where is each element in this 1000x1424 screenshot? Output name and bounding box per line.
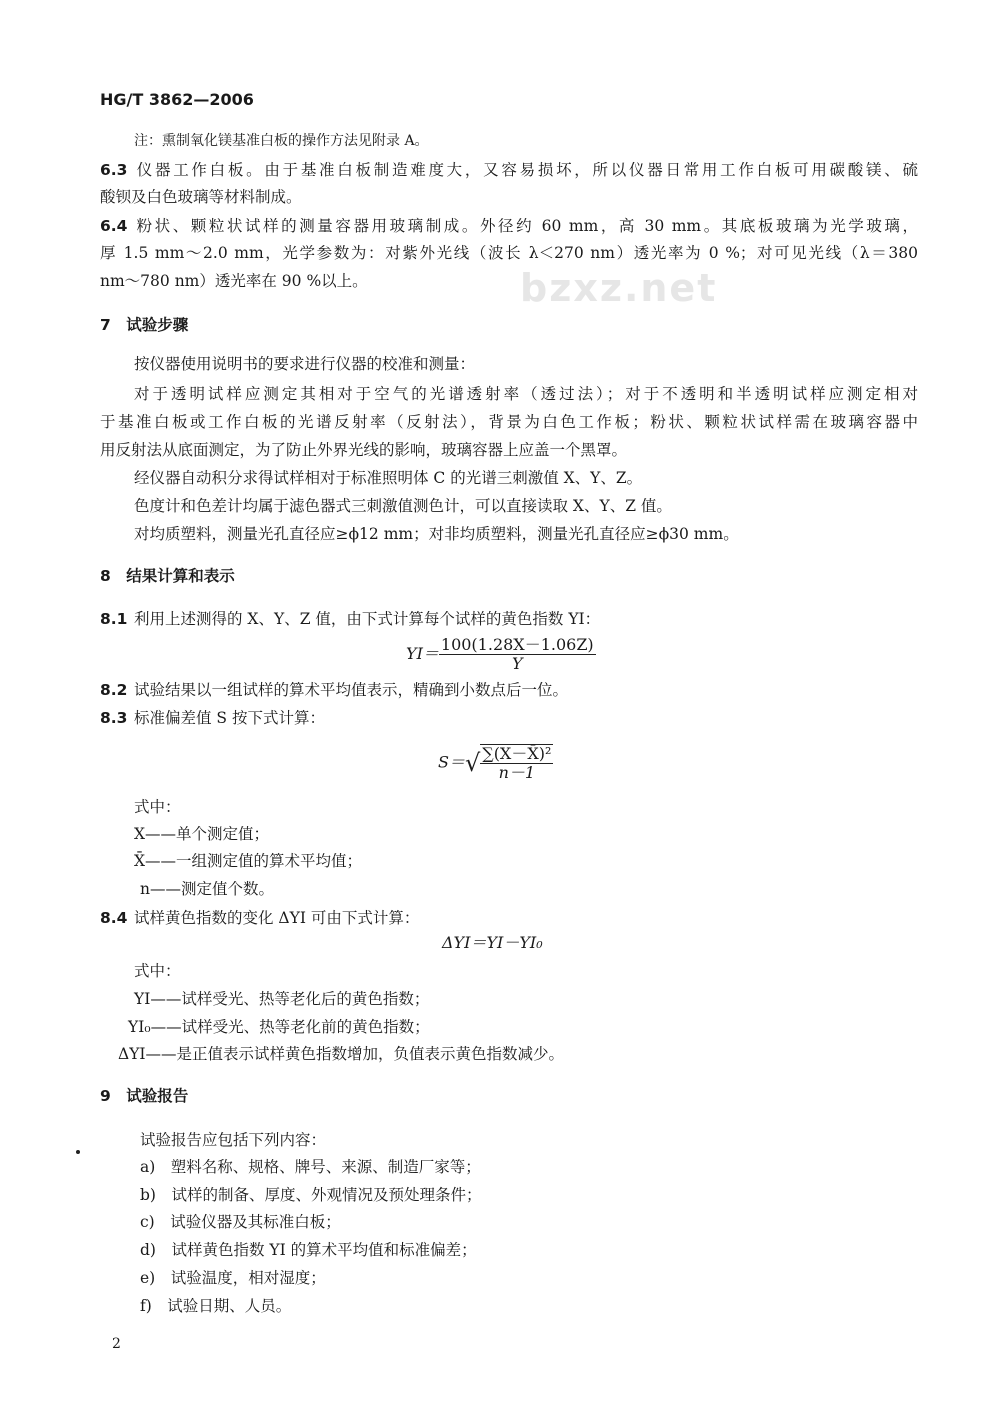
section-number: 8.1 [100,610,128,628]
section-8-heading: 8 结果计算和表示 [100,567,235,585]
where-label: 式中： [134,798,181,816]
paragraph-line: 酸钡及白色玻璃等材料制成。 [100,188,302,206]
formula-numerator: ∑(X－X̄)² [482,744,552,763]
section-number: 8.2 [100,681,128,699]
section-number: 8.4 [100,909,128,927]
formula-lhs: S＝ [438,752,465,772]
definition: ΔYI——是正值表示试样黄色指数增加，负值表示黄色指数减少。 [118,1045,565,1063]
section-8-1 [100,609,600,629]
delta-yi-formula: ΔYI＝YI－YI₀ [442,933,543,952]
formula-denominator: n－1 [498,763,536,782]
list-item: e) 试验温度，相对湿度； [140,1269,326,1287]
section-6-3 [100,160,918,180]
note: 注：熏制氧化镁基准白板的操作方法见附录 A。 [134,133,429,149]
paragraph-line: 对于透明试样应测定其相对于空气的光谱透射率（透过法）；对于不透明和半透明试样应测定相对 [134,385,918,403]
section-6-4 [100,216,918,236]
paragraph-line: 试验报告应包括下列内容： [140,1131,327,1149]
square-root-sign: √ [464,749,481,777]
list-item: a) 塑料名称、规格、牌号、来源、制造厂家等； [140,1158,481,1176]
section-8-4 [100,908,419,928]
paragraph-line: 于基准白板或工作白板的光谱反射率（反射法），背景为白色工作板；粉状、颗粒状试样需在玻璃容器中 [100,413,918,431]
paragraph-line: 试样黄色指数的变化 ΔYI 可由下式计算： [134,909,420,927]
paragraph-line: 试验结果以一组试样的算术平均值表示，精确到小数点后一位。 [134,681,569,699]
paragraph-line: 对均质塑料，测量光孔直径应≥ϕ12 mm；对非均质塑料，测量光孔直径应≥ϕ30 mm。 [134,525,739,543]
yi-formula [406,636,596,673]
paragraph-line: 利用上述测得的 X、Y、Z 值，由下式计算每个试样的黄色指数 YI： [134,610,601,628]
paragraph-line: 用反射法从底面测定，为了防止外界光线的影响，玻璃容器上应盖一个黑罩。 [100,441,628,459]
section-8-3 [100,708,325,728]
where-label: 式中： [134,962,181,980]
paragraph-line: 色度计和色差计均属于滤色器式三刺激值测色计，可以直接读取 X、Y、Z 值。 [134,497,672,515]
watermark: bzxz.net [520,266,718,310]
list-item: b) 试样的制备、厚度、外观情况及预处理条件； [140,1186,482,1204]
paragraph-line: 仪器工作白板。由于基准白板制造难度大，又容易损坏，所以仪器日常用工作白板可用碳酸镁、硫 [134,161,918,179]
page-number: 2 [112,1336,121,1352]
paragraph-line: 厚 1.5 mm～2.0 mm，光学参数为：对紫外光线（波长 λ＜270 nm）透光率为 0 %；对可见光线（λ＝380 [100,244,918,262]
section-number: 6.3 [100,161,128,179]
list-item: d) 试样黄色指数 YI 的算术平均值和标准偏差； [140,1241,477,1259]
definition: X̄——一组测定值的算术平均值； [134,852,363,870]
paragraph-line: 按仪器使用说明书的要求进行仪器的校准和测量： [134,355,476,373]
scan-dot [76,1150,80,1154]
definition: X——单个测定值； [134,825,270,843]
paragraph-line: 经仪器自动积分求得试样相对于标准照明体 C 的光谱三刺激值 X、Y、Z。 [134,469,643,487]
formula-numerator: 100(1.28X－1.06Z) [440,635,594,654]
section-7-heading: 7 试验步骤 [100,316,189,334]
section-number: 8.3 [100,709,128,727]
definition: YI——试样受光、热等老化后的黄色指数； [134,990,430,1008]
paragraph-line: nm～780 nm）透光率在 90 %以上。 [100,272,368,290]
document-code-header: HG/T 3862—2006 [100,90,254,109]
section-number: 6.4 [100,217,128,235]
paragraph-line: 标准偏差值 S 按下式计算： [134,709,325,727]
std-dev-formula [438,744,553,782]
formula-lhs: YI＝ [406,644,439,663]
list-item: f) 试验日期、人员。 [140,1297,292,1315]
list-item: c) 试验仪器及其标准白板； [140,1213,341,1231]
formula-denominator: Y [512,654,523,673]
definition: YI₀——试样受光、热等老化前的黄色指数； [128,1018,430,1036]
paragraph-line: 粉状、颗粒状试样的测量容器用玻璃制成。外径约 60 mm，高 30 mm。其底板玻璃为光学玻璃， [134,217,918,235]
section-8-2 [100,680,568,700]
section-9-heading: 9 试验报告 [100,1087,189,1105]
definition: n——测定值个数。 [140,880,274,898]
